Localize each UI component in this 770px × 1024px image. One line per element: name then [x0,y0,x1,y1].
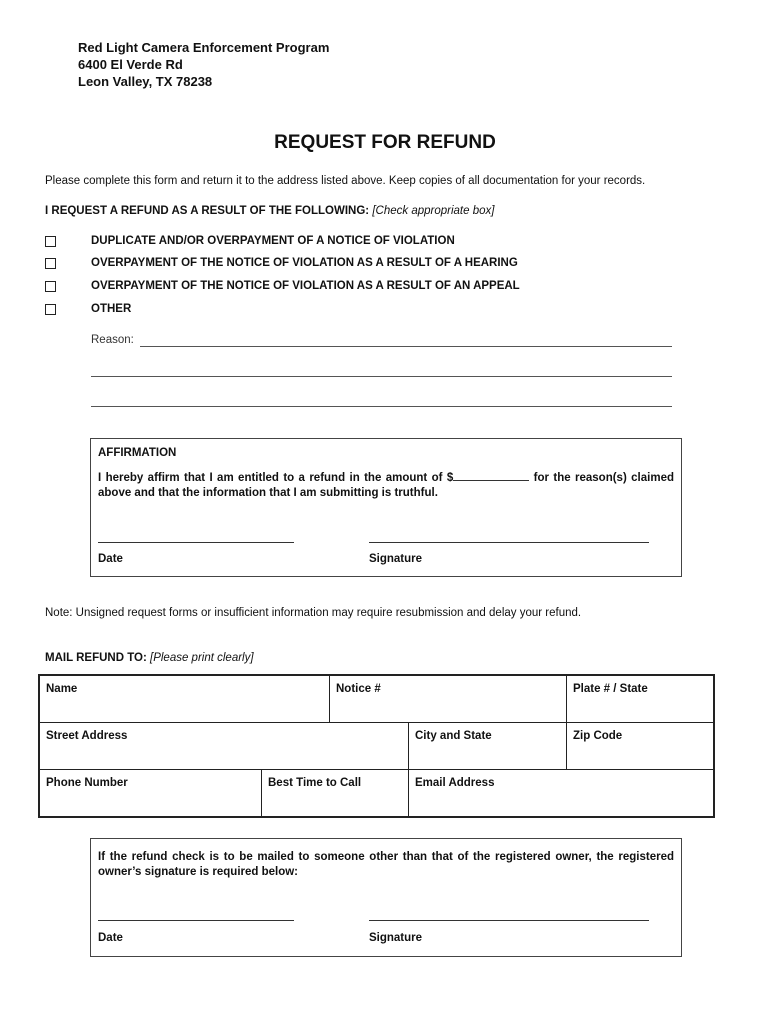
checkbox-other[interactable] [45,304,56,315]
plate-label: Plate # / State [573,683,648,695]
notice-field[interactable] [329,675,567,723]
affirmation-heading: AFFIRMATION [98,447,177,459]
affirmation-text-post: for the reason(s) claimed above and that the information that I am submitting is truthful. [98,472,674,499]
affirmation-text [98,470,674,501]
mail-label: MAIL REFUND TO: [45,652,147,664]
reason-line-3[interactable] [91,406,672,407]
mail-table [38,674,715,818]
zip-field[interactable] [566,722,714,770]
reason-label: Reason: [91,334,134,346]
plate-field[interactable] [566,675,714,723]
checkbox-hearing[interactable] [45,258,56,269]
payee-date-label: Date [98,932,123,944]
instructions: Please complete this form and return it to the address listed above. Keep copies of all documentation for your records. [45,175,646,187]
option-appeal: OVERPAYMENT OF THE NOTICE OF VIOLATION AS A RESULT OF AN APPEAL [91,280,520,292]
other-payee-text: If the refund check is to be mailed to someone other than that of the registered owner, the registered owner’s signature is required below: [98,851,674,878]
option-hearing: OVERPAYMENT OF THE NOTICE OF VIOLATION AS A RESULT OF A HEARING [91,257,518,269]
affirmation-text-pre: I hereby affirm that I am entitled to a refund in the amount of $ [98,472,454,484]
payee-signature-label: Signature [369,932,423,944]
option-other: OTHER [91,303,132,315]
notice-label: Notice # [336,683,381,695]
email-label: Email Address [415,777,495,789]
option-duplicate: DUPLICATE AND/OR OVERPAYMENT OF A NOTICE OF VIOLATION [91,235,455,247]
mail-heading [45,652,254,664]
signature-label: Signature [369,553,423,565]
mail-hint: [Please print clearly] [150,652,254,664]
city-state-zip: Leon Valley, TX 78238 [78,74,213,89]
signature-line[interactable] [369,542,649,543]
street-address: 6400 El Verde Rd [78,57,183,72]
note: Note: Unsigned request forms or insufficient information may require resubmission and delay your refund. [45,607,582,619]
reason-line-2[interactable] [91,376,672,377]
zip-label: Zip Code [573,730,623,742]
date-line[interactable] [98,542,294,543]
sender-address [78,39,329,90]
name-label: Name [46,683,78,695]
date-label: Date [98,553,123,565]
checkbox-duplicate[interactable] [45,236,56,247]
other-payee-box [90,838,682,957]
reason-line-1[interactable] [140,346,672,347]
name-field[interactable] [39,675,330,723]
best-time-label: Best Time to Call [268,777,362,789]
affirmation-box [90,438,682,577]
request-hint: [Check appropriate box] [372,205,495,217]
payee-signature-line[interactable] [369,920,649,921]
request-label: I REQUEST A REFUND AS A RESULT OF THE FOLLOWING: [45,205,370,217]
street-field[interactable] [39,722,409,770]
phone-field[interactable] [39,769,262,817]
street-label: Street Address [46,730,128,742]
request-heading [45,205,494,217]
checkbox-appeal[interactable] [45,281,56,292]
payee-date-line[interactable] [98,920,294,921]
phone-label: Phone Number [46,777,128,789]
city-state-label: City and State [415,730,492,742]
program-name: Red Light Camera Enforcement Program [78,40,330,55]
amount-field[interactable] [453,470,529,481]
best-time-field[interactable] [261,769,409,817]
email-field[interactable] [408,769,714,817]
city-state-field[interactable] [408,722,567,770]
page-title: REQUEST FOR REFUND [274,132,496,153]
